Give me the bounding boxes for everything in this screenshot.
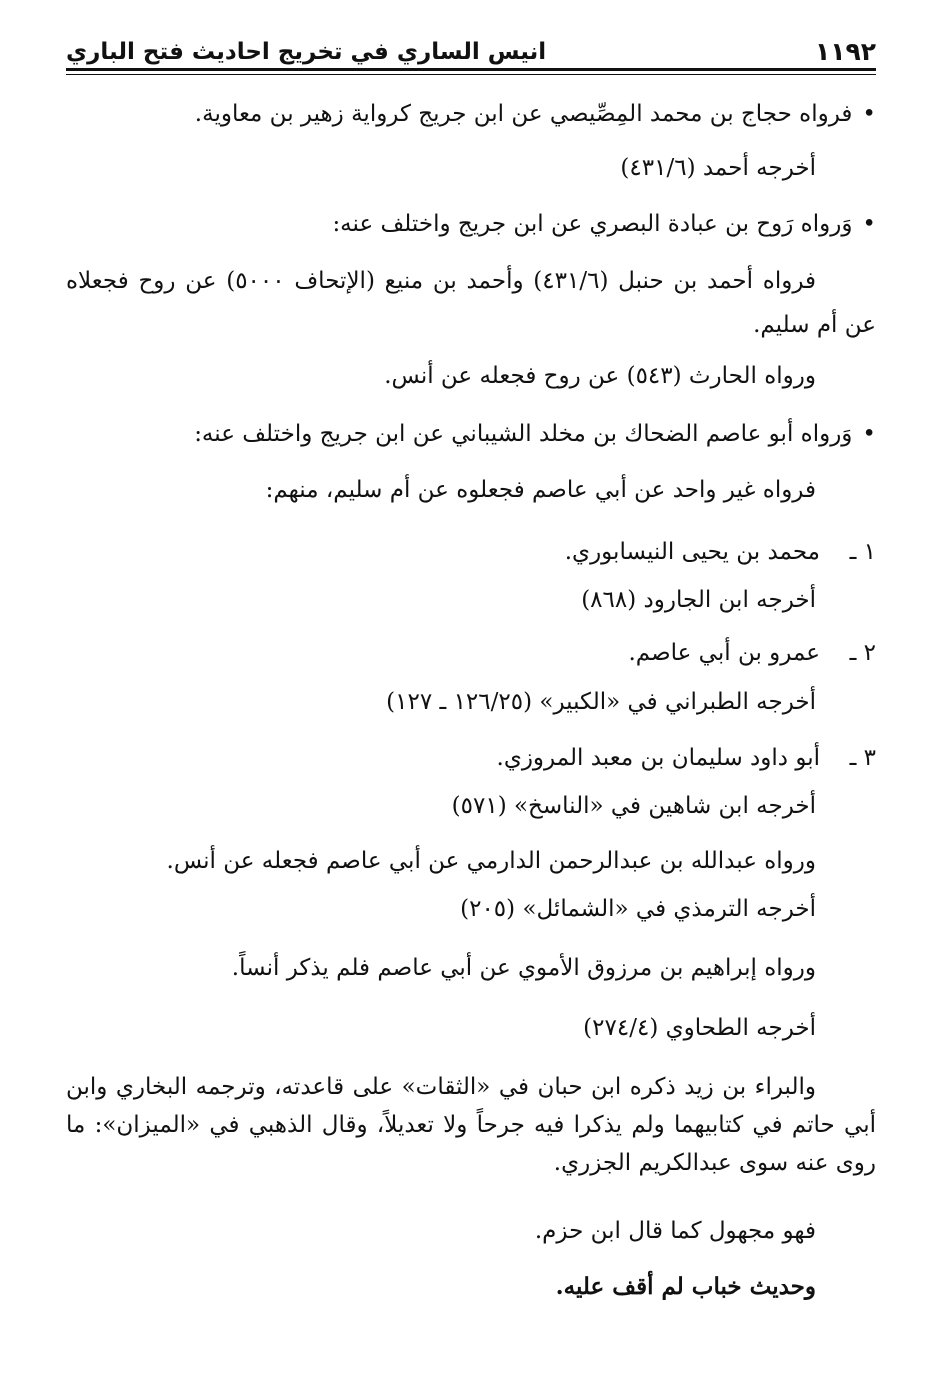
text-line-3 bbox=[332, 208, 876, 240]
text-line-20: وحديث خباب لم أقف عليه. bbox=[555, 1273, 816, 1300]
paragraph-1: فرواه أحمد بن حنبل (٤٣١/٦) وأحمد بن منيع (الإتحاف ٥٠٠٠) عن روح فجعلاه عن أم سليم. bbox=[66, 268, 876, 338]
list-number: ٣ ـ bbox=[849, 745, 876, 771]
paragraph-2: والبراء بن زيد ذكره ابن حبان في «الثقات» على قاعدته، وترجمه البخاري وابن أبي حاتم في كتابيهما ولم يذكرا فيه جرحاً ولا تعديلاً، وقال الذهبي في «الميزان»: ما روى عنه سوى عبدالكريم الجزري. bbox=[66, 1074, 876, 1176]
bullet-marker: • bbox=[862, 211, 876, 237]
bullet-marker: • bbox=[862, 101, 876, 127]
bullet-marker: • bbox=[862, 421, 876, 447]
text-line-16: ورواه إبراهيم بن مرزوق الأموي عن أبي عاصم فلم يذكر أنساً. bbox=[231, 955, 816, 981]
list-item-text: عمرو بن أبي عاصم. bbox=[628, 640, 820, 666]
list-number: ٢ ـ bbox=[849, 640, 876, 666]
header-rule-thin bbox=[66, 74, 876, 75]
text-line-5: ورواه الحارث (٥٤٣) عن روح فجعله عن أنس. bbox=[384, 363, 816, 389]
list-item-2 bbox=[628, 637, 876, 669]
text-line-15: أخرجه الترمذي في «الشمائل» (٢٠٥) bbox=[460, 896, 816, 922]
text-line-13: أخرجه ابن شاهين في «الناسخ» (٥٧١) bbox=[451, 793, 816, 819]
text-line-19: فهو مجهول كما قال ابن حزم. bbox=[534, 1218, 816, 1244]
line-text: وَرواه أبو عاصم الضحاك بن مخلد الشيباني عن ابن جريج واختلف عنه: bbox=[194, 421, 853, 447]
text-line-7: فرواه غير واحد عن أبي عاصم فجعلوه عن أم سليم، منهم: bbox=[265, 477, 816, 503]
text-line-14: ورواه عبدالله بن عبدالرحمن الدارمي عن أبي عاصم فجعله عن أنس. bbox=[166, 848, 816, 874]
list-item-3 bbox=[497, 742, 876, 774]
text-line-2: أخرجه أحمد (٤٣١/٦) bbox=[620, 155, 816, 181]
list-number: ١ ـ bbox=[849, 539, 876, 565]
text-line-1 bbox=[195, 98, 876, 130]
list-item-text: أبو داود سليمان بن معبد المروزي. bbox=[496, 745, 820, 771]
text-line-9: أخرجه ابن الجارود (٨٦٨) bbox=[581, 587, 816, 613]
running-title: انيس الساري في تخريج احاديث فتح الباري bbox=[66, 39, 547, 65]
page-number: ١١٩٢ bbox=[814, 37, 876, 66]
text-line-11: أخرجه الطبراني في «الكبير» (١٢٦/٢٥ ـ ١٢٧) bbox=[386, 689, 816, 715]
list-item-text: محمد بن يحيى النيسابوري. bbox=[564, 539, 820, 565]
page-header bbox=[66, 30, 876, 68]
list-item-1 bbox=[565, 536, 876, 568]
line-text: وَرواه رَوح بن عبادة البصري عن ابن جريج واختلف عنه: bbox=[332, 211, 853, 237]
text-line-6 bbox=[194, 418, 876, 450]
header-rule-thick bbox=[66, 68, 876, 71]
text-line-17: أخرجه الطحاوي (٢٧٤/٤) bbox=[583, 1015, 816, 1041]
line-text: فرواه حجاج بن محمد المِصِّيصي عن ابن جريج كرواية زهير بن معاوية. bbox=[194, 101, 853, 127]
